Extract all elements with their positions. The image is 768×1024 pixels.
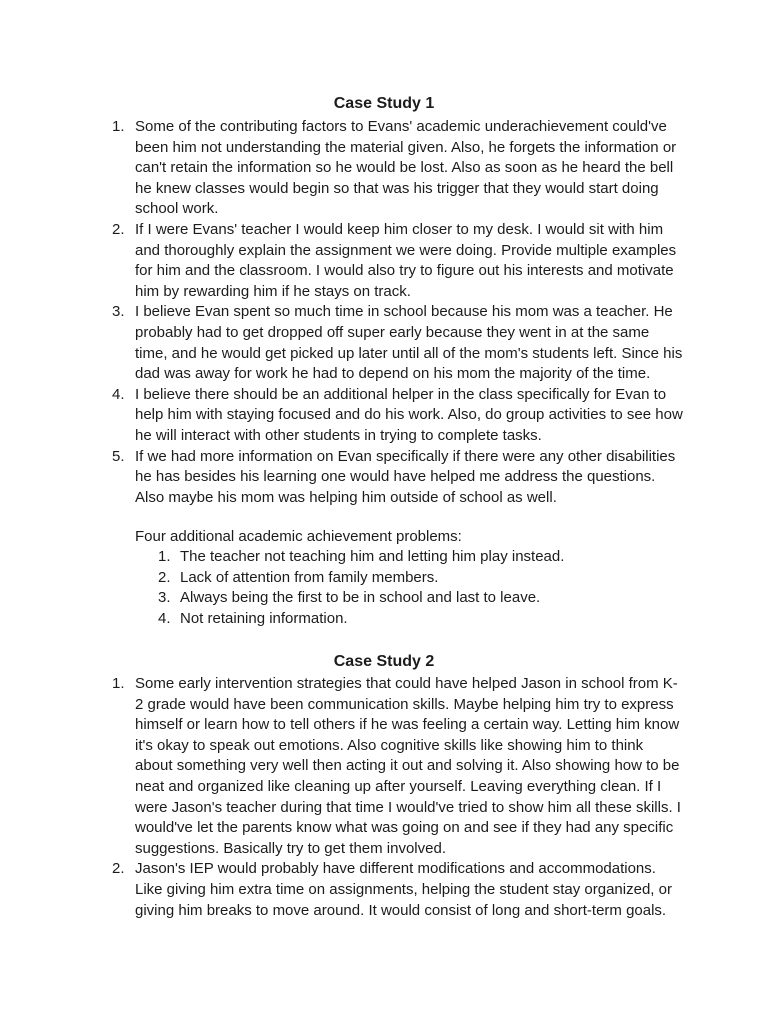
item-number: 3. bbox=[112, 303, 125, 321]
item-number: 1. bbox=[112, 675, 125, 692]
item-text: If I were Evans' teacher I would keep him closer to my desk. I would sit with him and thoroughly explain the assignment we were doing. Provide multiple examples for him and the classroom. I would also try to figure out his interests and motivate him by rewarding him if he stays on track. bbox=[135, 220, 677, 300]
item-number: 2. bbox=[158, 568, 171, 586]
answer-item bbox=[0, 117, 683, 220]
answer-item bbox=[0, 447, 683, 509]
item-text: Jason's IEP would probably have different modifications and accommodations. Like giving him extra time on assignments, helping the student stay organized, or giving him breaks to move around. It would consist of long and short-term goals. bbox=[135, 860, 672, 919]
case-study-2-title: Case Study 2 bbox=[333, 653, 435, 670]
item-number: 4. bbox=[112, 385, 125, 403]
item-text: I believe there should be an additional helper in the class specifically for Evan to help him with staying focused and do his work. Also, do group activities to see how he will interact with other students in trying to complete tasks. bbox=[135, 385, 683, 444]
additional-problems-intro: Four additional academic achievement problems: bbox=[135, 528, 462, 545]
item-text: Lack of attention from family members. bbox=[180, 568, 439, 586]
item-text: Some of the contributing factors to Evans' academic underachievement could've been him not understanding the material given. Also, he forgets the information or can't retain the information so he would be lost. Also as soon as he heard the bell he knew classes would begin so that was his trigger that they would start doing school work. bbox=[135, 118, 677, 218]
item-number: 1. bbox=[158, 548, 171, 565]
case-study-1-answers bbox=[0, 117, 768, 508]
case-study-1-title: Case Study 1 bbox=[333, 95, 435, 112]
case-study-2-answers bbox=[0, 674, 768, 921]
item-number: 4. bbox=[158, 609, 171, 627]
item-text: Some early intervention strategies that could have helped Jason in school from K-2 grade would have been communication skills. Maybe helping him try to express himself or learn how to tell others if he was feeling a certain way. Letting him know it's okay to speak out emotions. Also cognitive skills like showing him to think about something very well then acting it out and solving it. Also showing how to be neat and organized like cleaning up after yourself. Leaving everything clean. If I were Jason's teacher during that time I would've tried to show him all these skills. I would've let the parents know what was going on and see if they had any specific suggestions. Basically try to get them involved. bbox=[135, 675, 681, 857]
answer-item bbox=[0, 302, 683, 384]
additional-problems-list bbox=[0, 547, 768, 629]
item-number: 3. bbox=[158, 589, 171, 607]
item-number: 1. bbox=[112, 118, 125, 135]
answer-item bbox=[0, 385, 683, 447]
problem-item bbox=[0, 547, 680, 568]
item-text: If we had more information on Evan specifically if there were any other disabilities he has besides his learning one would have helped me address the questions. Also maybe his mom was helping him outside of school as well. bbox=[135, 447, 676, 506]
item-text: I believe Evan spent so much time in school because his mom was a teacher. He probably had to get dropped off super early because they went in at the same time, and he would get picked up later until all of the mom's students left. Since his dad was away for work he had to depend on his mom the majority of the time. bbox=[135, 303, 683, 383]
item-number: 2. bbox=[112, 860, 125, 878]
item-number: 2. bbox=[112, 220, 125, 238]
item-text: Always being the first to be in school and last to leave. bbox=[180, 589, 541, 607]
answer-item bbox=[0, 859, 683, 921]
answer-item bbox=[0, 220, 683, 302]
problem-item bbox=[0, 588, 680, 609]
item-number: 5. bbox=[112, 447, 125, 465]
item-text: Not retaining information. bbox=[180, 609, 348, 627]
problem-item bbox=[0, 568, 680, 589]
problem-item bbox=[0, 609, 680, 630]
item-text: The teacher not teaching him and letting him play instead. bbox=[180, 548, 565, 565]
answer-item bbox=[0, 674, 683, 859]
